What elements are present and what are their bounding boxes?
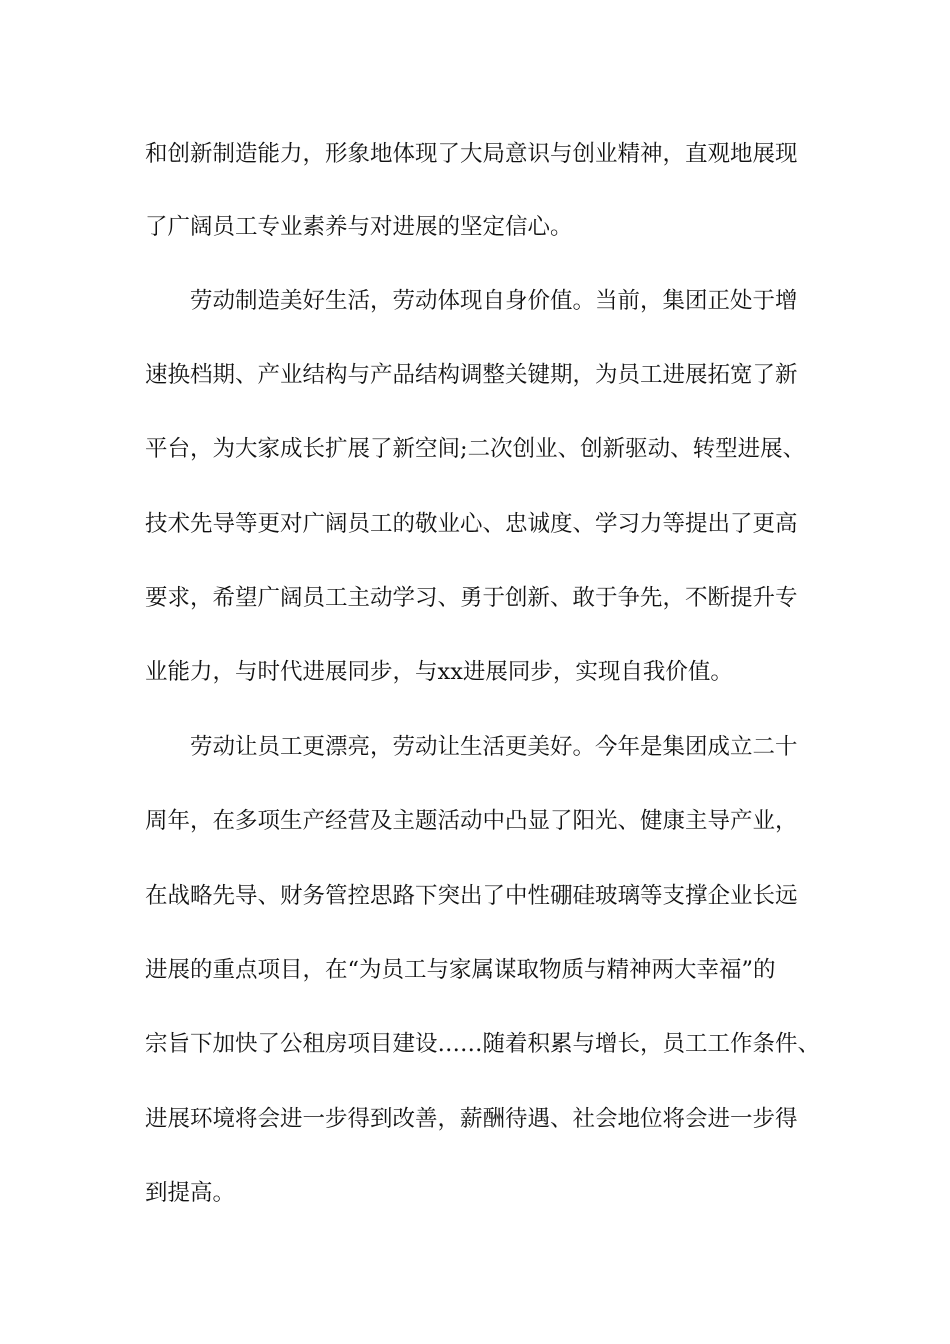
text-line: 速换档期、产业结构与产品结构调整关键期，为员工进展拓宽了新: [145, 362, 798, 388]
text-line: 进展环境将会进一步得到改善，薪酬待遇、社会地位将会进一步得: [145, 1106, 798, 1132]
text-line: 和创新制造能力，形象地体现了大局意识与创业精神，直观地展现: [145, 141, 798, 167]
paragraph-start-line: 劳动制造美好生活，劳动体现自身价值。当前，集团正处于增: [190, 288, 798, 314]
text-line: 进展的重点项目，在“为员工与家属谋取物质与精神两大幸福”的: [145, 957, 776, 983]
text-line: 在战略先导、财务管控思路下突出了中性硼硅玻璃等支撑企业长远: [145, 883, 798, 909]
text-line: 平台，为大家成长扩展了新空间;二次创业、创新驱动、转型进展、: [145, 436, 806, 462]
text-line: 要求，希望广阔员工主动学习、勇于创新、敢于争先，不断提升专: [145, 585, 798, 611]
text-line: 技术先导等更对广阔员工的敬业心、忠诚度、学习力等提出了更高: [145, 511, 798, 537]
text-line: 宗旨下加快了公租房项目建设……随着积累与增长，员工工作条件、: [145, 1031, 821, 1057]
text-line: 业能力，与时代进展同步，与xx进展同步，实现自我价值。: [145, 659, 733, 685]
paragraph-start-line: 劳动让员工更漂亮，劳动让生活更美好。今年是集团成立二十: [190, 734, 798, 760]
text-line: 到提高。: [145, 1180, 236, 1206]
text-line: 周年，在多项生产经营及主题活动中凸显了阳光、健康主导产业，: [145, 808, 798, 834]
text-line: 了广阔员工专业素养与对进展的坚定信心。: [145, 214, 573, 240]
